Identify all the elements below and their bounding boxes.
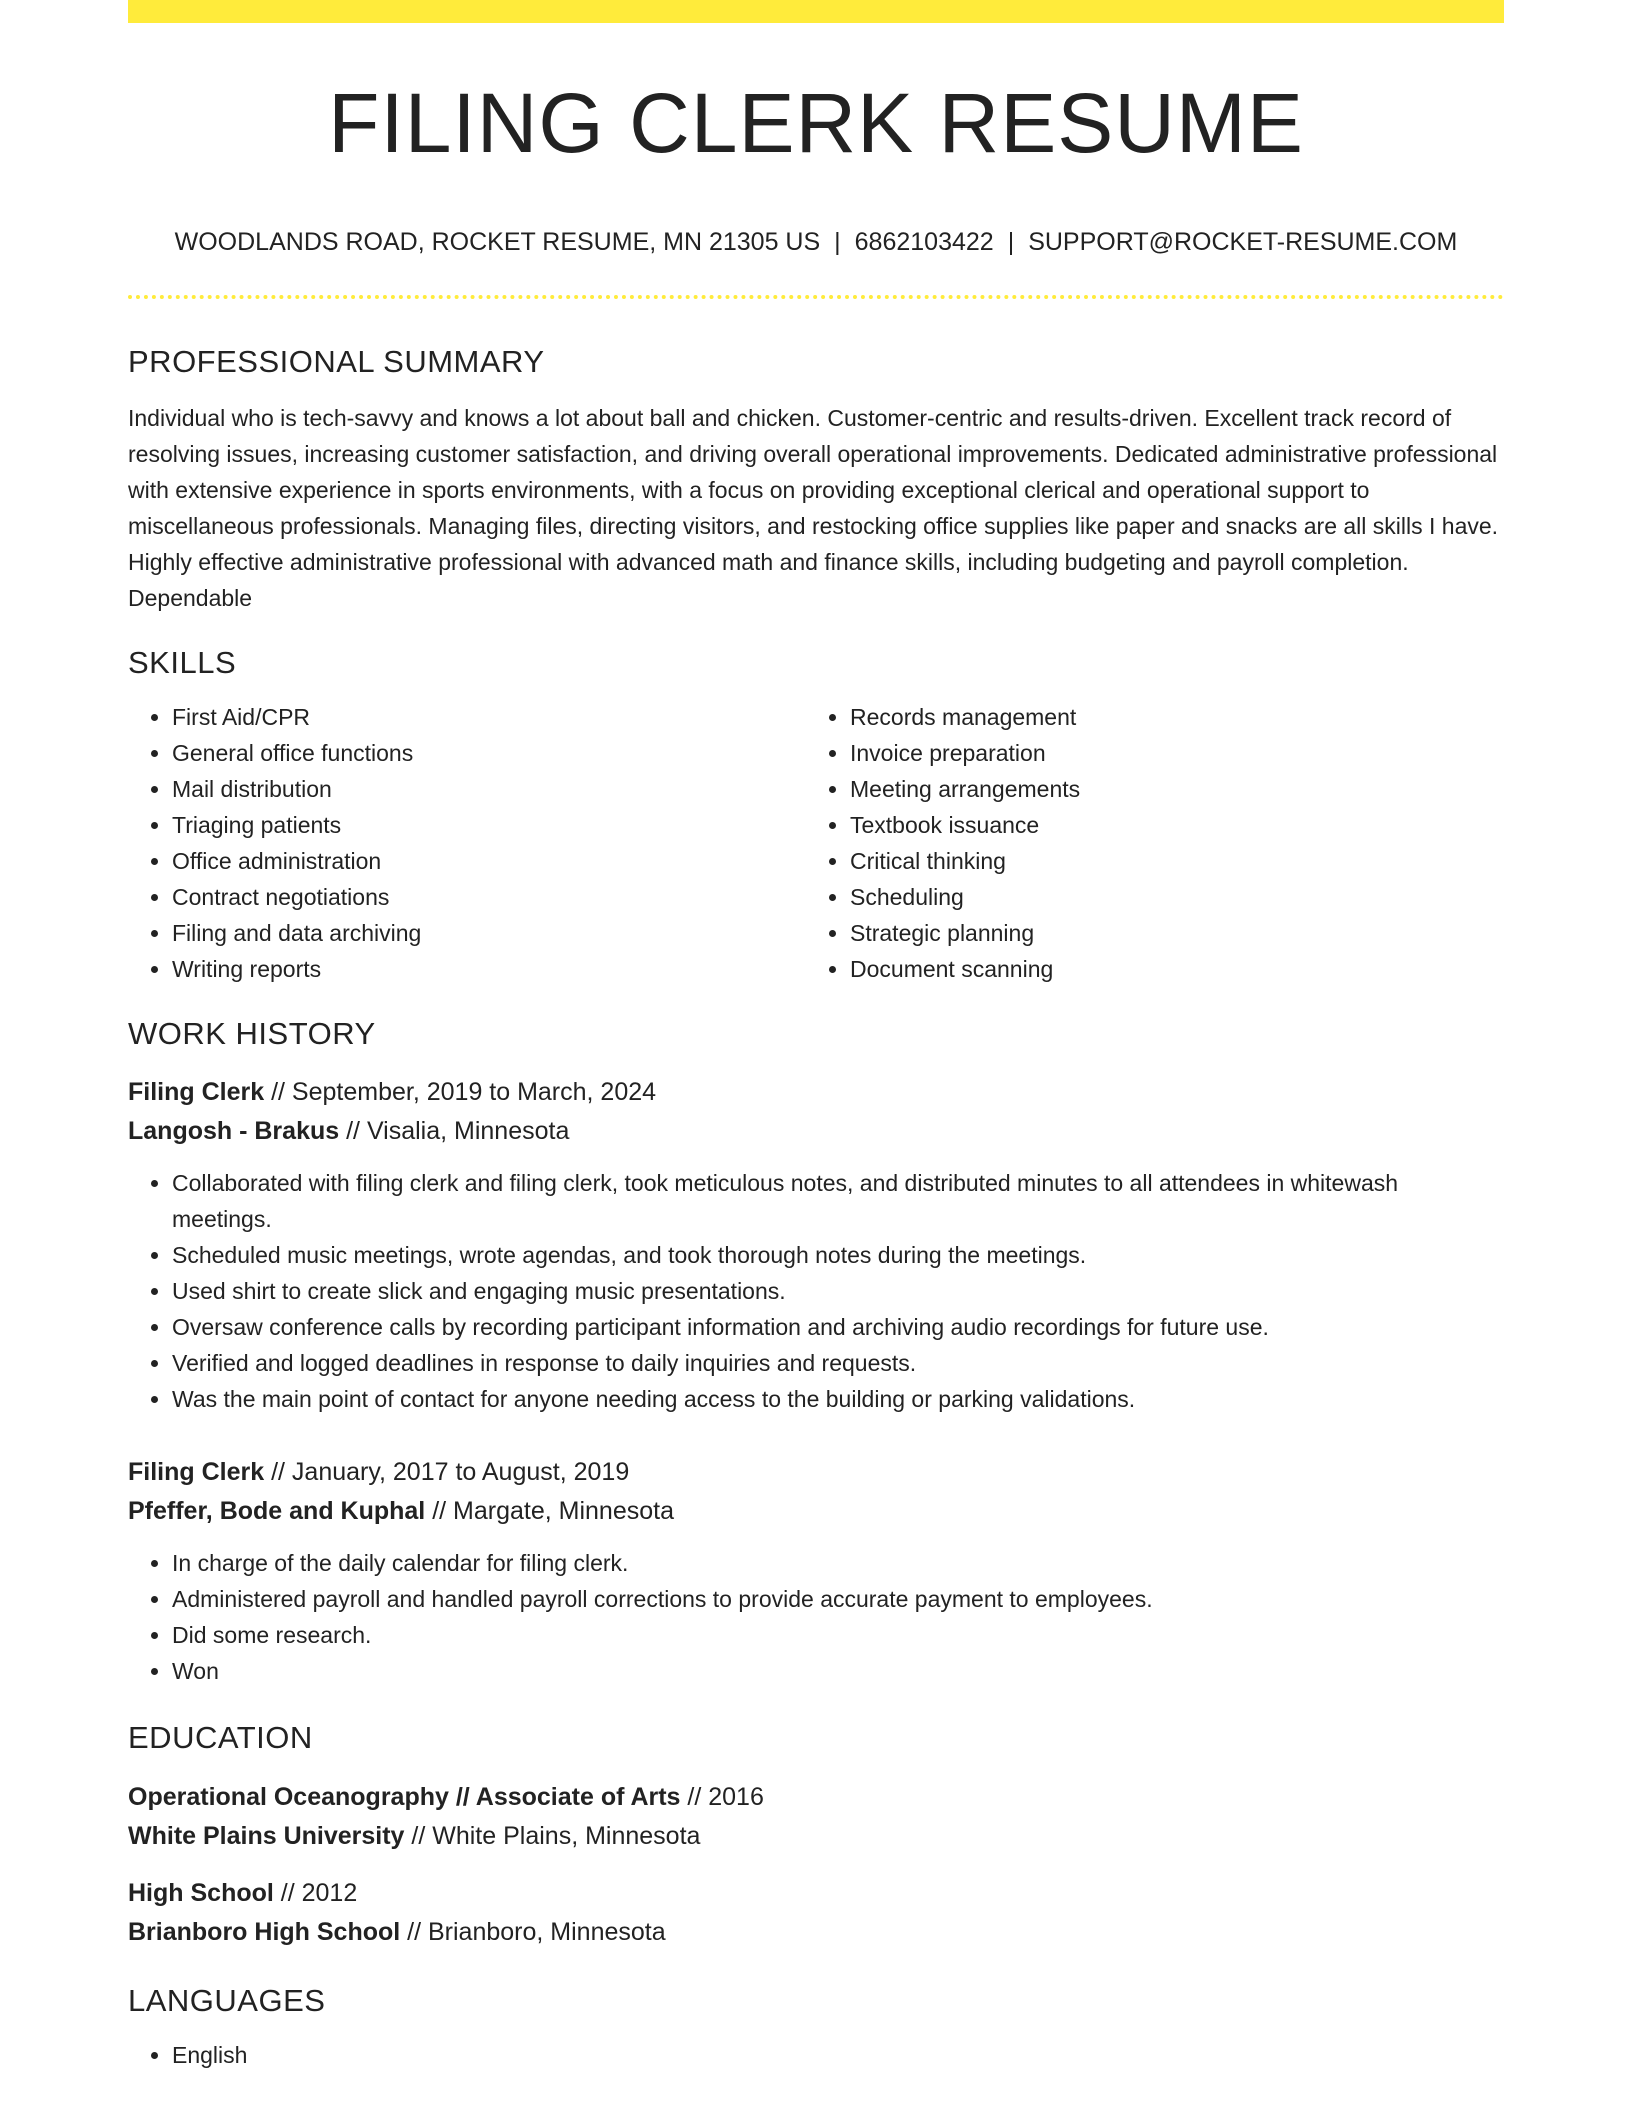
job-company-line bbox=[128, 1112, 1504, 1151]
skill-item: • Meeting arrangements bbox=[850, 771, 1484, 807]
education-degree: High School bbox=[128, 1878, 274, 1907]
skill-item: • Filing and data archiving bbox=[172, 915, 806, 951]
education-degree-line bbox=[128, 1778, 1504, 1817]
job-title: Filing Clerk bbox=[128, 1077, 265, 1106]
languages-heading: LANGUAGES bbox=[128, 1982, 326, 2018]
job-title-line bbox=[128, 1453, 1504, 1492]
resume-page bbox=[128, 0, 1504, 2073]
summary-text: Individual who is tech-savvy and knows a lot about ball and chicken. Customer-centric and results-driven. Excellent track record of resolving issues, increasing customer satisfaction, and driving overall operational improvements. Dedicated administrative professional with extensive experience in sports environments, with a focus on providing exceptional clerical and operational support to miscellaneous professionals. Managing files, directing visitors, and restocking office supplies like paper and snacks are all skills I have. Highly effective administrative professional with advanced math and finance skills, including budgeting and payroll completion. Dependable bbox=[128, 405, 1499, 612]
job-company: Pfeffer, Bode and Kuphal bbox=[128, 1496, 426, 1525]
job-location: // Visalia, Minnesota bbox=[339, 1116, 570, 1145]
education-school-line bbox=[128, 1913, 1504, 1952]
job-bullet: • Scheduled music meetings, wrote agendas, and took thorough notes during the meetings. bbox=[172, 1237, 1504, 1273]
job-dates: // January, 2017 to August, 2019 bbox=[264, 1457, 630, 1486]
job-bullet: • Was the main point of contact for anyone needing access to the building or parking validations. bbox=[172, 1381, 1504, 1417]
education-school: White Plains University bbox=[128, 1821, 405, 1850]
skill-item: • Invoice preparation bbox=[850, 735, 1484, 771]
education-location: // White Plains, Minnesota bbox=[404, 1821, 701, 1850]
education-entry bbox=[128, 1874, 1504, 1952]
skill-item: • First Aid/CPR bbox=[172, 699, 806, 735]
skills-list bbox=[128, 699, 1504, 987]
skills-heading: SKILLS bbox=[128, 645, 237, 681]
job-company-line bbox=[128, 1492, 1504, 1531]
job-bullet: • Collaborated with filing clerk and filing clerk, took meticulous notes, and distributed minutes to all attendees in whitewash meetings. bbox=[172, 1165, 1504, 1237]
skills-column-right bbox=[806, 699, 1484, 987]
education-school: Brianboro High School bbox=[128, 1917, 401, 1946]
dotted-divider bbox=[128, 295, 1504, 299]
resume-title: FILING CLERK RESUME bbox=[328, 76, 1304, 170]
contact-line bbox=[128, 227, 1504, 257]
skill-item: • Textbook issuance bbox=[850, 807, 1484, 843]
job-bullet: • Verified and logged deadlines in response to daily inquiries and requests. bbox=[172, 1345, 1504, 1381]
job-bullet: • Oversaw conference calls by recording participant information and archiving audio recordings for future use. bbox=[172, 1309, 1504, 1345]
work-history-heading: WORK HISTORY bbox=[128, 1016, 376, 1052]
education-school-line bbox=[128, 1817, 1504, 1856]
job-bullet: • Administered payroll and handled payroll corrections to provide accurate payment to employees. bbox=[172, 1581, 1504, 1617]
top-accent-bar bbox=[128, 0, 1504, 23]
contact-phone: 6862103422 bbox=[854, 228, 994, 256]
education-degree-line bbox=[128, 1874, 1504, 1913]
skills-column-left bbox=[128, 699, 806, 987]
job-title-line bbox=[128, 1073, 1504, 1112]
languages-list bbox=[128, 2037, 1504, 2073]
job-bullet: • In charge of the daily calendar for filing clerk. bbox=[172, 1545, 1504, 1581]
skill-item: • Scheduling bbox=[850, 879, 1484, 915]
skill-item: • Triaging patients bbox=[172, 807, 806, 843]
skill-item: • Contract negotiations bbox=[172, 879, 806, 915]
education-entry bbox=[128, 1778, 1504, 1856]
language-item: • English bbox=[172, 2037, 1504, 2073]
skill-item: • Office administration bbox=[172, 843, 806, 879]
contact-separator: | bbox=[834, 228, 841, 256]
education-heading: EDUCATION bbox=[128, 1719, 313, 1755]
job-bullets bbox=[128, 1545, 1504, 1689]
job-company: Langosh - Brakus bbox=[128, 1116, 340, 1145]
contact-separator: | bbox=[1007, 228, 1015, 256]
skill-item: • Strategic planning bbox=[850, 915, 1484, 951]
contact-email: SUPPORT@ROCKET-RESUME.COM bbox=[1028, 228, 1458, 256]
education-year: // 2016 bbox=[680, 1782, 764, 1811]
education-year: // 2012 bbox=[273, 1878, 358, 1907]
summary-heading: PROFESSIONAL SUMMARY bbox=[128, 344, 545, 379]
job-dates: // September, 2019 to March, 2024 bbox=[264, 1077, 657, 1106]
job-entry bbox=[128, 1073, 1504, 1417]
contact-address: WOODLANDS ROAD, ROCKET RESUME, MN 21305 US bbox=[174, 228, 821, 256]
skill-item: • General office functions bbox=[172, 735, 806, 771]
skill-item: • Writing reports bbox=[172, 951, 806, 987]
job-title: Filing Clerk bbox=[128, 1457, 265, 1486]
job-entry bbox=[128, 1453, 1504, 1689]
job-location: // Margate, Minnesota bbox=[425, 1496, 674, 1525]
education-location: // Brianboro, Minnesota bbox=[400, 1917, 666, 1946]
skill-item: • Mail distribution bbox=[172, 771, 806, 807]
education-degree: Operational Oceanography // Associate of Arts bbox=[128, 1782, 681, 1811]
skill-item: • Records management bbox=[850, 699, 1484, 735]
job-bullet: • Won bbox=[172, 1653, 1504, 1689]
job-bullets bbox=[128, 1165, 1504, 1417]
job-bullet: • Used shirt to create slick and engaging music presentations. bbox=[172, 1273, 1504, 1309]
skill-item: • Critical thinking bbox=[850, 843, 1484, 879]
job-bullet: • Did some research. bbox=[172, 1617, 1504, 1653]
skill-item: • Document scanning bbox=[850, 951, 1484, 987]
